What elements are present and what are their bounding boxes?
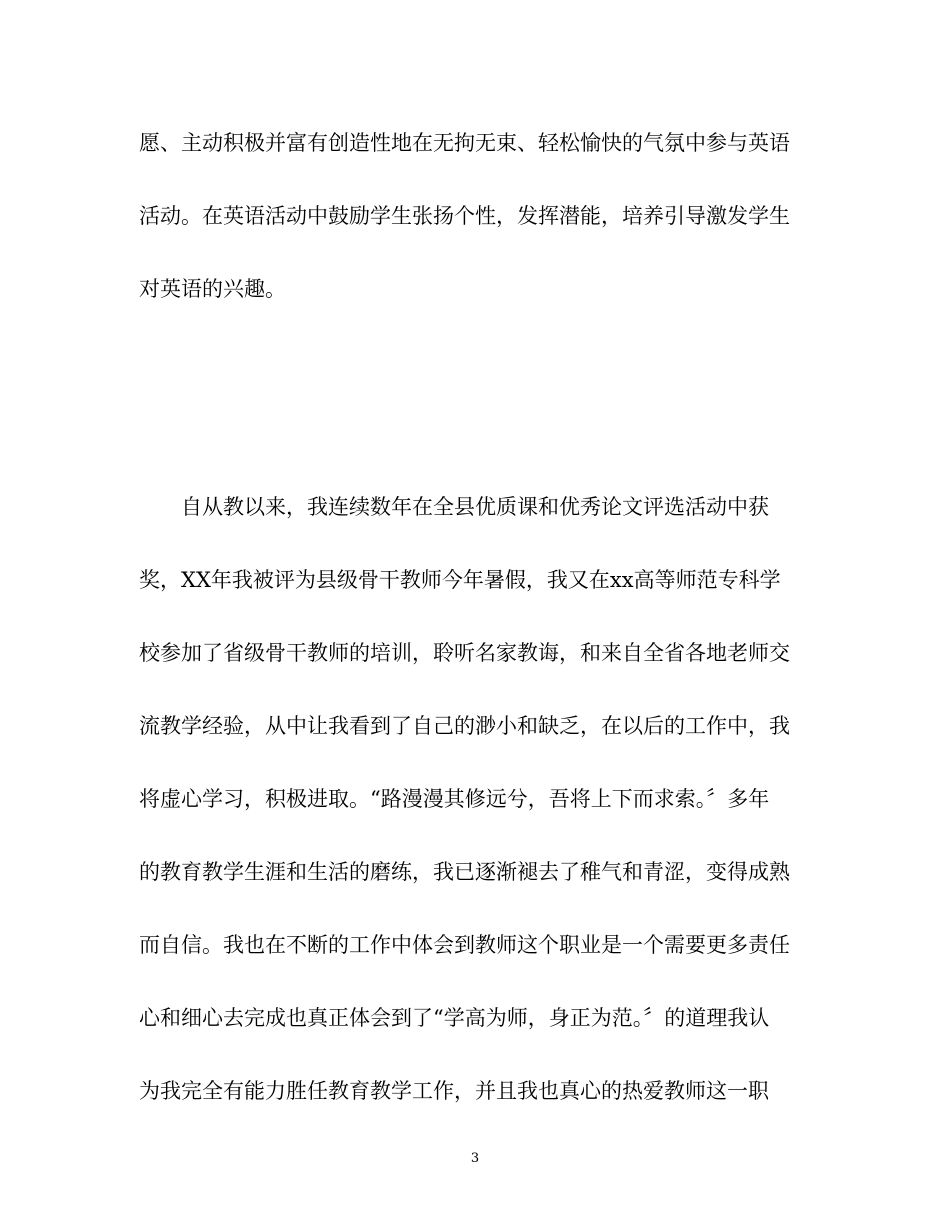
paragraph-line: 流教学经验，从中让我看到了自己的渺小和缺乏，在以后的工作中，我 xyxy=(139,714,790,738)
paragraph-line: 校参加了省级骨干教师的培训，聆听名家教诲，和来自全省各地老师交 xyxy=(139,641,790,665)
paragraph-line: 活动。在英语活动中鼓励学生张扬个性，发挥潜能，培养引导激发学生 xyxy=(139,204,790,228)
paragraph-line: 心和细心去完成也真正体会到了“学高为师，身正为范。〞的道理我认 xyxy=(139,1006,770,1030)
paragraph-line: 愿、主动积极并富有创造性地在无拘无束、轻松愉快的气氛中参与英语 xyxy=(139,131,790,155)
paragraph-line: 对英语的兴趣。 xyxy=(139,277,286,301)
paragraph-line: 奖，XX年我被评为县级骨干教师今年暑假，我又在xx高等师范专科学 xyxy=(139,568,781,592)
page-number: 3 xyxy=(470,1151,480,1166)
paragraph-line: 为我完全有能力胜任教育教学工作，并且我也真心的热爱教师这一职 xyxy=(139,1079,769,1103)
paragraph-line: 而自信。我也在不断的工作中体会到教师这个职业是一个需要更多责任 xyxy=(139,933,790,957)
paragraph-line: 将虚心学习，积极进取。“路漫漫其修远兮，吾将上下而求索。〞多年 xyxy=(139,787,770,811)
paragraph-line: 的教育教学生涯和生活的磨练，我已逐渐褪去了稚气和青涩，变得成熟 xyxy=(139,860,790,884)
paragraph-line: 自从教以来，我连续数年在全县优质课和优秀论文评选活动中获 xyxy=(181,495,769,519)
